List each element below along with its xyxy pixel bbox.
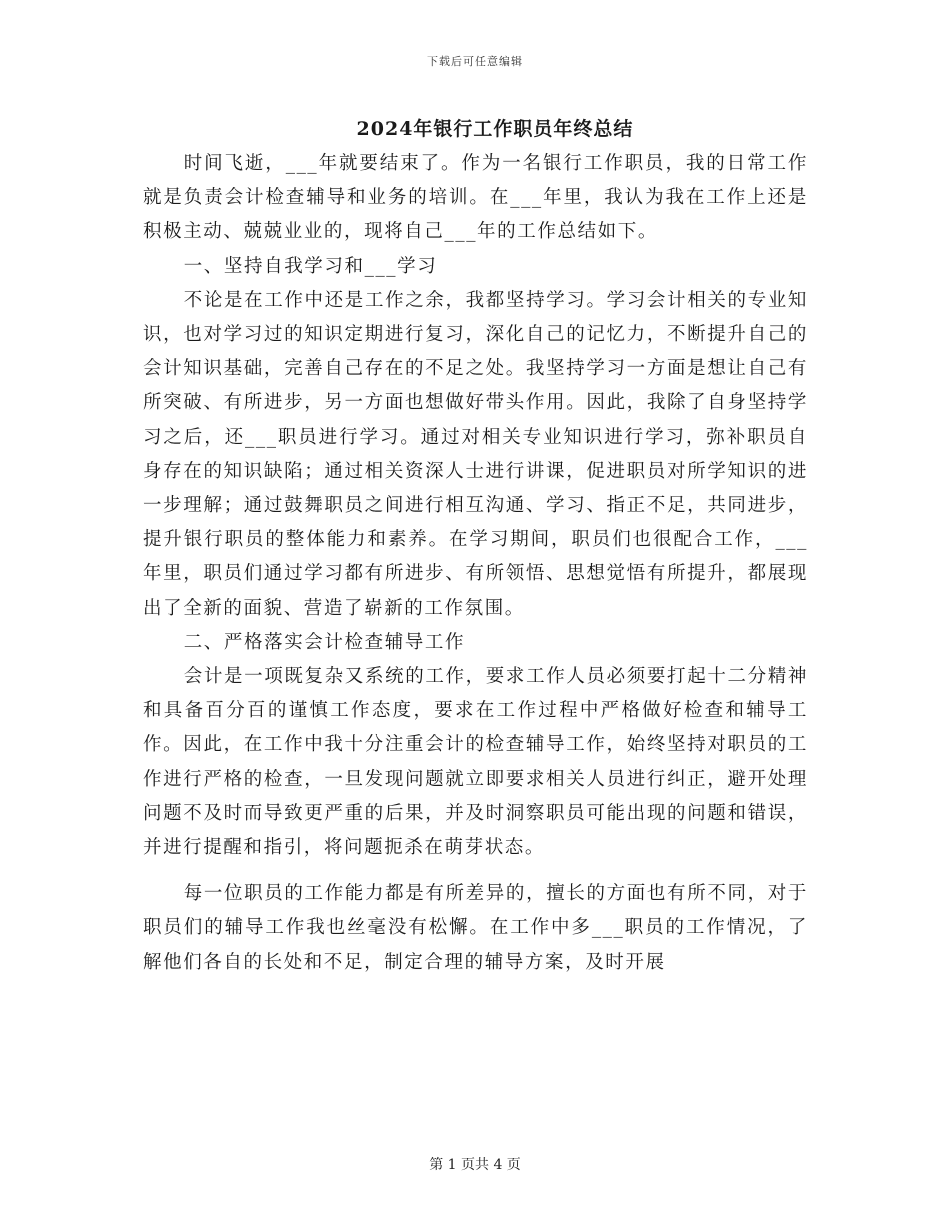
page-number: 第 1 页共 4 页 [429, 1157, 521, 1173]
section-heading-2: 二、严格落实会计检查辅导工作 [183, 631, 466, 653]
section-heading-1: 一、坚持自我学习和___学习 [183, 255, 438, 277]
paragraph-audit: 会计是一项既复杂又系统的工作，要求工作人员必须要打起十二分精神和具备百分百的谨慎工作态度，要求在工作过程中严格做好检查和辅导工作。因此，在工作中我十分注重会计的检查辅导工作，始终坚持对职员的工作进行严格的检查，一旦发现问题就立即要求相关人员进行纠正，避开处理问题不及时而导致更严重的后果，并及时洞察职员可能出现的问题和错误，并进行提醒和指引，将问题扼杀在萌芽状态。 [143, 666, 808, 859]
paragraph-coaching: 每一位职员的工作能力都是有所差异的，擅长的方面也有所不同，对于职员们的辅导工作我也丝毫没有松懈。在工作中多___职员的工作情况，了解他们各自的长处和不足，制定合理的辅导方案，及时开展 [143, 883, 808, 973]
paragraph-intro: 时间飞逝，___年就要结束了。作为一名银行工作职员，我的日常工作就是负责会计检查辅导和业务的培训。在___年里，我认为我在工作上还是积极主动、兢兢业业的，现将自己___年的工作总结如下。 [143, 153, 808, 243]
document-title: 2024年银行工作职员年终总结 [356, 118, 634, 140]
document-body [143, 147, 808, 980]
paragraph-study: 不论是在工作中还是工作之余，我都坚持学习。学习会计相关的专业知识，也对学习过的知识定期进行复习，深化自己的记忆力，不断提升自己的会计知识基础，完善自己存在的不足之处。我坚持学习一方面是想让自己有所突破、有所进步，另一方面也想做好带头作用。因此，我除了自身坚持学习之后，还___职员进行学习。通过对相关专业知识进行学习，弥补职员自身存在的知识缺陷；通过相关资深人士进行讲课，促进职员对所学知识的进一步理解；通过鼓舞职员之间进行相互沟通、学习、指正不足，共同进步，提升银行职员的整体能力和素养。在学习期间，职员们也很配合工作，___年里，职员们通过学习都有所进步、有所领悟、思想觉悟有所提升，都展现出了全新的面貌、营造了崭新的工作氛围。 [143, 289, 808, 619]
page-header: 下载后可任意编辑 [427, 55, 523, 68]
